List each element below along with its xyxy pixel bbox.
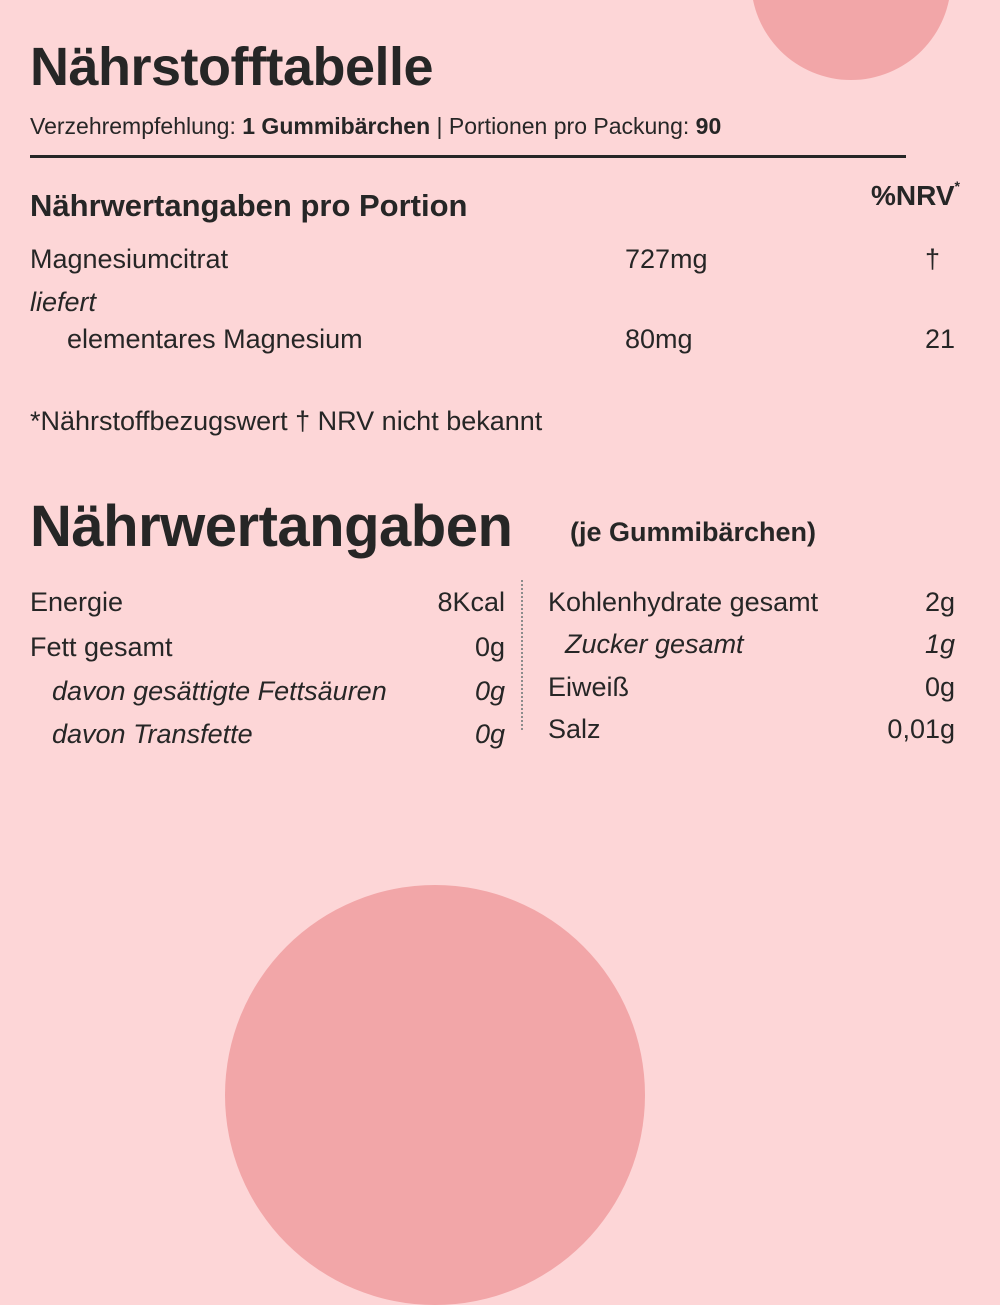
nutrition-right-value: 0g [924, 672, 955, 702]
nutrient-name: elementares Magnesium [67, 324, 363, 354]
nutrition-right-name: Eiweiß [548, 672, 630, 702]
nutrient-name: Magnesiumcitrat [30, 244, 229, 274]
nutrient-nrv: 21 [925, 324, 956, 354]
nrv-label: %NRV [871, 180, 955, 211]
nutrition-left-value: 0g [474, 719, 505, 749]
nutrition-right-name: Salz [548, 714, 601, 744]
nutrient-amount: 80mg [625, 324, 693, 354]
nutrition-left-name: Energie [30, 587, 124, 617]
nutrition-right-name: Kohlenhydrate gesamt [548, 587, 819, 617]
nutrition-heading: Nährwertangaben [30, 494, 513, 559]
servings-count: 90 [695, 113, 722, 139]
serving-label: Verzehrempfehlung: [30, 113, 243, 139]
decorative-circle-bottom [225, 885, 645, 1305]
nutrition-right-value: 0,01g [887, 714, 955, 744]
servings-label: | Portionen pro Packung: [430, 113, 696, 139]
column-divider [521, 580, 523, 730]
nutrient-amount: 727mg [625, 244, 708, 274]
decorative-circle-top [751, 0, 951, 80]
nutrient-subnote: liefert [30, 287, 97, 317]
nutrition-left-name: davon gesättigte Fettsäuren [52, 676, 387, 706]
nrv-column-header [871, 180, 960, 212]
nutrition-left-value: 0g [474, 632, 505, 662]
header-divider [30, 155, 906, 158]
nrv-footnote-mark: * [954, 178, 960, 194]
nutrition-right-name: Zucker gesamt [565, 629, 744, 659]
serving-info [30, 113, 721, 140]
nutrition-left-value: 0g [474, 676, 505, 706]
nutrition-right-value: 2g [924, 587, 955, 617]
nutrition-heading-note: (je Gummibärchen) [570, 517, 817, 547]
nutrition-left-name: Fett gesamt [30, 632, 173, 662]
nutrient-nrv: † [925, 244, 941, 274]
nutrition-left-name: davon Transfette [52, 719, 253, 749]
nutrition-left-value: 8Kcal [437, 587, 505, 617]
footnote: *Nährstoffbezugswert † NRV nicht bekannt [30, 406, 543, 436]
serving-size: 1 Gummibärchen [242, 113, 431, 139]
per-portion-heading: Nährwertangaben pro Portion [30, 188, 468, 223]
nutrition-right-value: 1g [924, 629, 955, 659]
page-title: Nährstofftabelle [30, 37, 434, 97]
